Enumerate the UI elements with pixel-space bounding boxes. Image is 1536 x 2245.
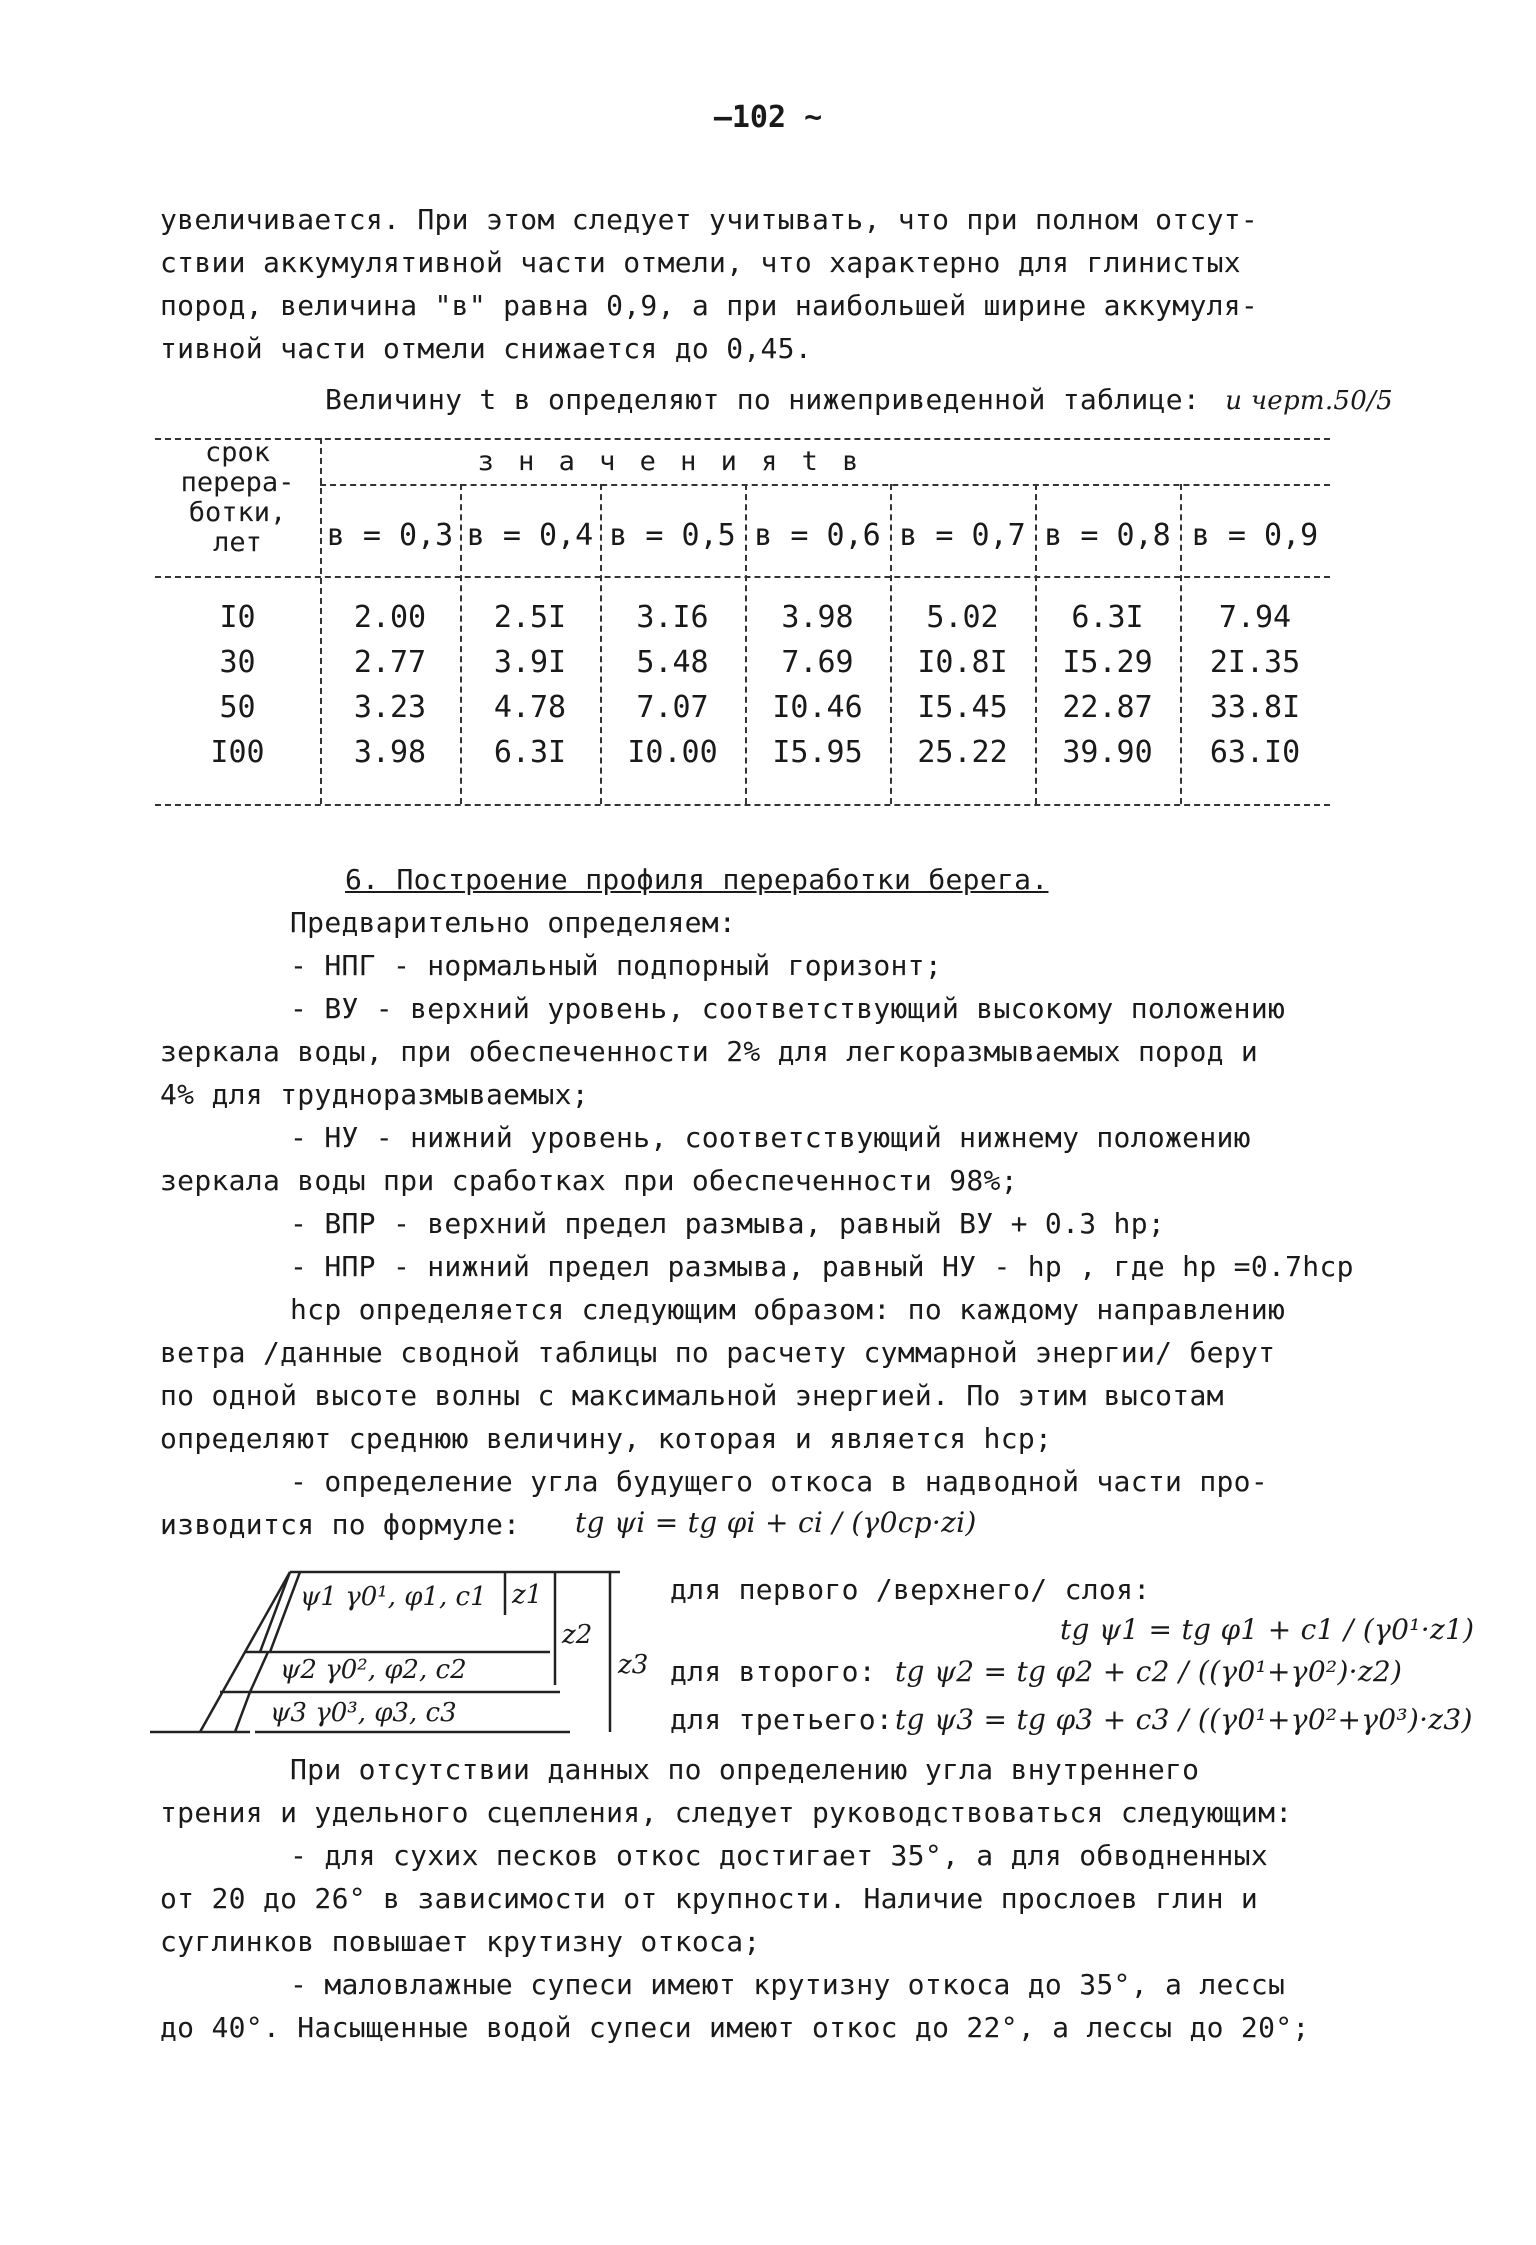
values-table xyxy=(155,438,1335,818)
closing-line: - маловлажные супеси имеют крутизну откоса до 35°, а лессы xyxy=(290,1968,1286,2001)
table-cell: 2.5I xyxy=(493,600,567,635)
group-header: з н а ч е н и я t в xyxy=(477,446,863,477)
table-cell: 4.78 xyxy=(493,690,567,725)
layer-2-label-text: для второго: xyxy=(670,1655,876,1688)
z1-label: z1 xyxy=(512,1580,543,1610)
layer-1-formula: tg ψ1 = tg φ1 + c1 / (γ0¹·z1) xyxy=(1060,1613,1475,1646)
table-cell: 63.I0 xyxy=(1209,735,1301,770)
table-cell: 39.90 xyxy=(1062,735,1153,770)
intro-line-4: тивной части отмели снижается до 0,45. xyxy=(160,332,812,365)
body-line: по одной высоте волны с максимальной энергией. По этим высотам xyxy=(160,1379,1224,1412)
section-title: 6. Построение профиля переработки берега. xyxy=(345,863,1049,896)
row-years: I00 xyxy=(210,735,265,770)
slope-layers-figure xyxy=(150,1560,660,1750)
table-cell: 7.07 xyxy=(636,690,709,725)
table-cell: 6.3I xyxy=(1071,600,1144,635)
table-cell: 6.3I xyxy=(493,735,567,770)
layer-3-label: ψ3 γ0³, φ3, c3 xyxy=(270,1698,457,1728)
table-cell: 33.8I xyxy=(1209,690,1301,725)
table-intro-handwritten: и черт.50/5 xyxy=(1225,386,1394,416)
body-line: - определение угла будущего откоса в надводной части про- xyxy=(290,1465,1268,1498)
table-cell: I0.46 xyxy=(772,690,863,725)
table-cell: I5.95 xyxy=(772,735,863,770)
z2-label: z2 xyxy=(562,1620,593,1650)
layer-3-label-text: для третьего: xyxy=(670,1703,894,1736)
table-cell: 2.77 xyxy=(353,645,427,680)
column-header: в = 0,8 xyxy=(1044,518,1171,553)
row-header: срок перера- ботки, лет xyxy=(180,437,295,558)
body-line: - НУ - нижний уровень, соответствующий нижнему положению xyxy=(290,1121,1251,1154)
table-cell: 2.00 xyxy=(353,600,427,635)
closing-line: - для сухих песков откос достигает 35°, а для обводненных xyxy=(290,1839,1268,1872)
closing-line: суглинков повышает крутизну откоса; xyxy=(160,1925,761,1958)
body-line: - ВПР - верхний предел размыва, равный ВУ + 0.3 hр; xyxy=(290,1207,1166,1240)
table-cell: I5.45 xyxy=(917,690,1008,725)
table-cell: 3.23 xyxy=(353,690,427,725)
closing-line: от 20 до 26° в зависимости от крупности. Наличие прослоев глин и xyxy=(160,1882,1259,1915)
column-header: в = 0,5 xyxy=(609,518,736,553)
table-cell: 3.98 xyxy=(353,735,427,770)
closing-line: При отсутствии данных по определению угла внутреннего xyxy=(290,1753,1200,1786)
column-header: в = 0,3 xyxy=(326,518,454,553)
column-header: в = 0,7 xyxy=(899,518,1026,553)
table-cell: 25.22 xyxy=(917,735,1008,770)
table-intro-text: Величину t в определяют по нижеприведенной таблице: xyxy=(325,383,1201,416)
body-line: 4% для трудноразмываемых; xyxy=(160,1078,589,1111)
body-line: ветра /данные сводной таблицы по расчету суммарной энергии/ берут xyxy=(160,1336,1276,1369)
body-line: - ВУ - верхний уровень, соответствующий высокому положению xyxy=(290,992,1286,1025)
table-cell: 3.I6 xyxy=(636,600,709,635)
table-cell: I0.8I xyxy=(917,645,1008,680)
body-line: определяют среднюю величину, которая и является hср; xyxy=(160,1422,1053,1455)
layer-3-formula: tg ψ3 = tg φ3 + c3 / ((γ0¹+γ0²+γ0³)·z3) xyxy=(895,1703,1473,1736)
table-cell: 3.9I xyxy=(493,645,567,680)
body-line: - НПГ - нормальный подпорный горизонт; xyxy=(290,949,942,982)
layer-2-formula: tg ψ2 = tg φ2 + c2 / ((γ0¹+γ0²)·z2) xyxy=(895,1655,1403,1688)
table-cell: 2I.35 xyxy=(1209,645,1301,680)
row-years: 30 xyxy=(219,645,256,680)
table-cell: 7.94 xyxy=(1218,600,1292,635)
z3-label: z3 xyxy=(618,1650,649,1680)
closing-line: трения и удельного сцепления, следует руководствоваться следующим: xyxy=(160,1796,1293,1829)
column-header: в = 0,4 xyxy=(466,518,594,553)
table-cell: I0.00 xyxy=(627,735,718,770)
body-line: hср определяется следующим образом: по каждому направлению xyxy=(290,1293,1286,1326)
table-cell: 7.69 xyxy=(781,645,854,680)
main-formula: tg ψi = tg φi + ci / (γ0ср·zi) xyxy=(575,1506,977,1539)
body-line: изводится по формуле: xyxy=(160,1508,521,1541)
table-cell: I5.29 xyxy=(1062,645,1153,680)
table-intro xyxy=(325,380,1393,421)
layer-1-label: ψ1 γ0¹, φ1, c1 xyxy=(300,1582,487,1612)
table-cell: 3.98 xyxy=(781,600,854,635)
layer-2-label: ψ2 γ0², φ2, c2 xyxy=(280,1655,467,1685)
row-years: I0 xyxy=(219,600,256,635)
table-cell: 5.48 xyxy=(636,645,709,680)
column-header: в = 0,9 xyxy=(1191,518,1319,553)
table-cell: 22.87 xyxy=(1062,690,1153,725)
column-header: в = 0,6 xyxy=(754,518,881,553)
page-number: —102 ~ xyxy=(713,100,823,135)
table-cell: 5.02 xyxy=(926,600,999,635)
intro-line-1: увеличивается. При этом следует учитывать, что при полном отсут- xyxy=(160,203,1259,236)
body-line: Предварительно определяем: xyxy=(290,906,737,939)
layer-1-label-text: для первого /верхнего/ слоя: xyxy=(670,1573,1151,1606)
intro-line-3: пород, величина "в" равна 0,9, а при наибольшей ширине аккумуля- xyxy=(160,289,1259,322)
body-line: зеркала воды, при обеспеченности 2% для легкоразмываемых пород и xyxy=(160,1035,1259,1068)
body-line: зеркала воды при сработках при обеспеченности 98%; xyxy=(160,1164,1018,1197)
row-years: 50 xyxy=(219,690,256,725)
intro-line-2: ствии аккумулятивной части отмели, что характерно для глинистых xyxy=(160,246,1241,279)
closing-line: до 40°. Насыщенные водой супеси имеют откос до 22°, а лессы до 20°; xyxy=(160,2011,1310,2044)
body-line: - НПР - нижний предел размыва, равный НУ - hр , где hр =0.7hср xyxy=(290,1250,1354,1283)
